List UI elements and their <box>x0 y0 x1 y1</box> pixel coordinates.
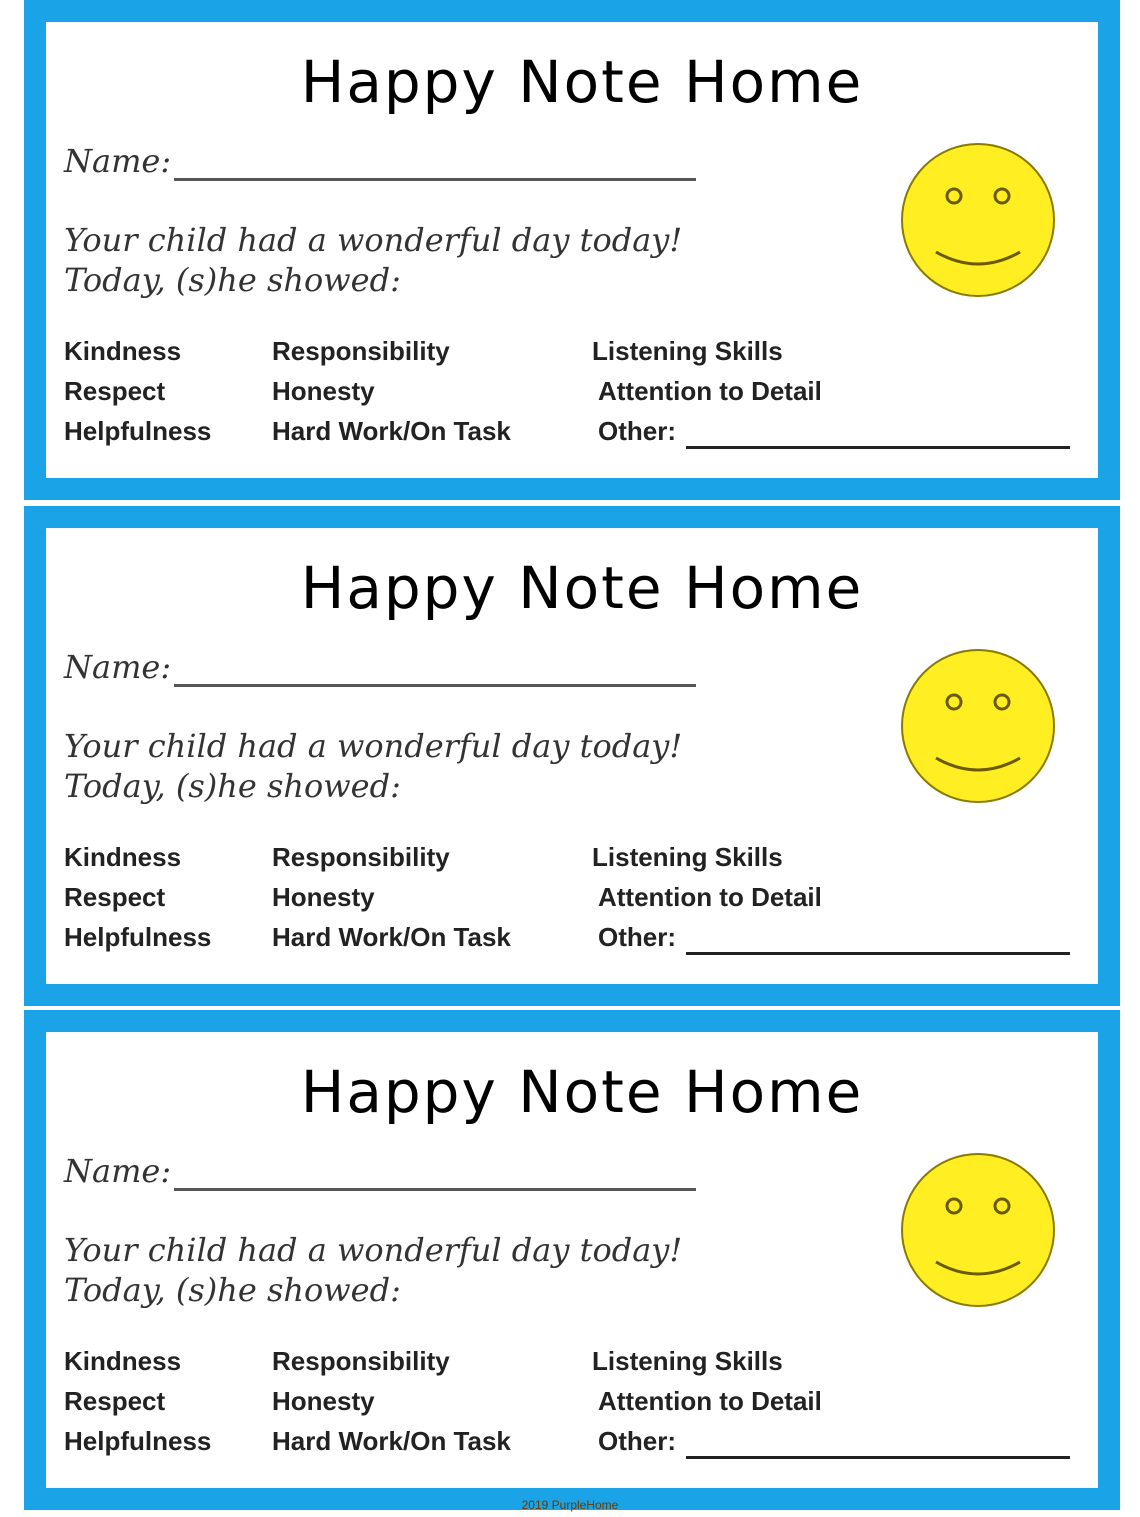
note-message <box>64 726 682 806</box>
message-line-2: Today, (s)he showed: <box>64 261 401 299</box>
happy-note-card <box>24 1010 1120 1510</box>
trait-responsibility: Responsibility <box>272 1346 450 1376</box>
trait-attention-to-detail: Attention to Detail <box>598 882 822 912</box>
trait-helpfulness: Helpfulness <box>64 922 212 952</box>
trait-honesty: Honesty <box>272 1386 375 1416</box>
note-title: Happy Note Home <box>300 554 864 622</box>
trait-honesty: Honesty <box>272 376 375 406</box>
smiley-face-icon <box>898 646 1058 806</box>
name-blank-line <box>174 684 696 687</box>
happy-note-card <box>24 0 1120 500</box>
other-blank-line <box>686 446 1070 449</box>
trait-respect: Respect <box>64 376 166 406</box>
trait-other: Other: <box>598 416 676 446</box>
trait-kindness: Kindness <box>64 1346 182 1376</box>
happy-note-card <box>24 506 1120 1006</box>
trait-attention-to-detail: Attention to Detail <box>598 1386 822 1416</box>
trait-kindness: Kindness <box>64 336 182 366</box>
trait-responsibility: Responsibility <box>272 842 450 872</box>
trait-other: Other: <box>598 922 676 952</box>
trait-responsibility: Responsibility <box>272 336 450 366</box>
other-blank-line <box>686 1456 1070 1459</box>
note-title: Happy Note Home <box>300 48 864 116</box>
note-message <box>64 220 682 300</box>
trait-attention-to-detail: Attention to Detail <box>598 376 822 406</box>
trait-helpfulness: Helpfulness <box>64 416 212 446</box>
trait-listening-skills: Listening Skills <box>592 842 783 872</box>
trait-kindness: Kindness <box>64 842 182 872</box>
trait-listening-skills: Listening Skills <box>592 1346 783 1376</box>
name-label: Name: <box>64 142 172 180</box>
message-line-1: Your child had a wonderful day today! <box>64 727 683 765</box>
name-blank-line <box>174 1188 696 1191</box>
name-label: Name: <box>64 1152 172 1190</box>
note-message <box>64 1230 682 1310</box>
trait-hard-work: Hard Work/On Task <box>272 922 511 952</box>
trait-other: Other: <box>598 1426 676 1456</box>
trait-listening-skills: Listening Skills <box>592 336 783 366</box>
trait-honesty: Honesty <box>272 882 375 912</box>
message-line-1: Your child had a wonderful day today! <box>64 1231 683 1269</box>
name-blank-line <box>174 178 696 181</box>
message-line-2: Today, (s)he showed: <box>64 767 401 805</box>
trait-hard-work: Hard Work/On Task <box>272 416 511 446</box>
trait-hard-work: Hard Work/On Task <box>272 1426 511 1456</box>
note-title: Happy Note Home <box>300 1058 864 1126</box>
trait-respect: Respect <box>64 1386 166 1416</box>
name-label: Name: <box>64 648 172 686</box>
smiley-face-icon <box>898 1150 1058 1310</box>
trait-helpfulness: Helpfulness <box>64 1426 212 1456</box>
other-blank-line <box>686 952 1070 955</box>
smiley-face-icon <box>898 140 1058 300</box>
trait-respect: Respect <box>64 882 166 912</box>
message-line-1: Your child had a wonderful day today! <box>64 221 683 259</box>
copyright-footer: 2019 PurpleHome <box>521 1498 619 1512</box>
message-line-2: Today, (s)he showed: <box>64 1271 401 1309</box>
